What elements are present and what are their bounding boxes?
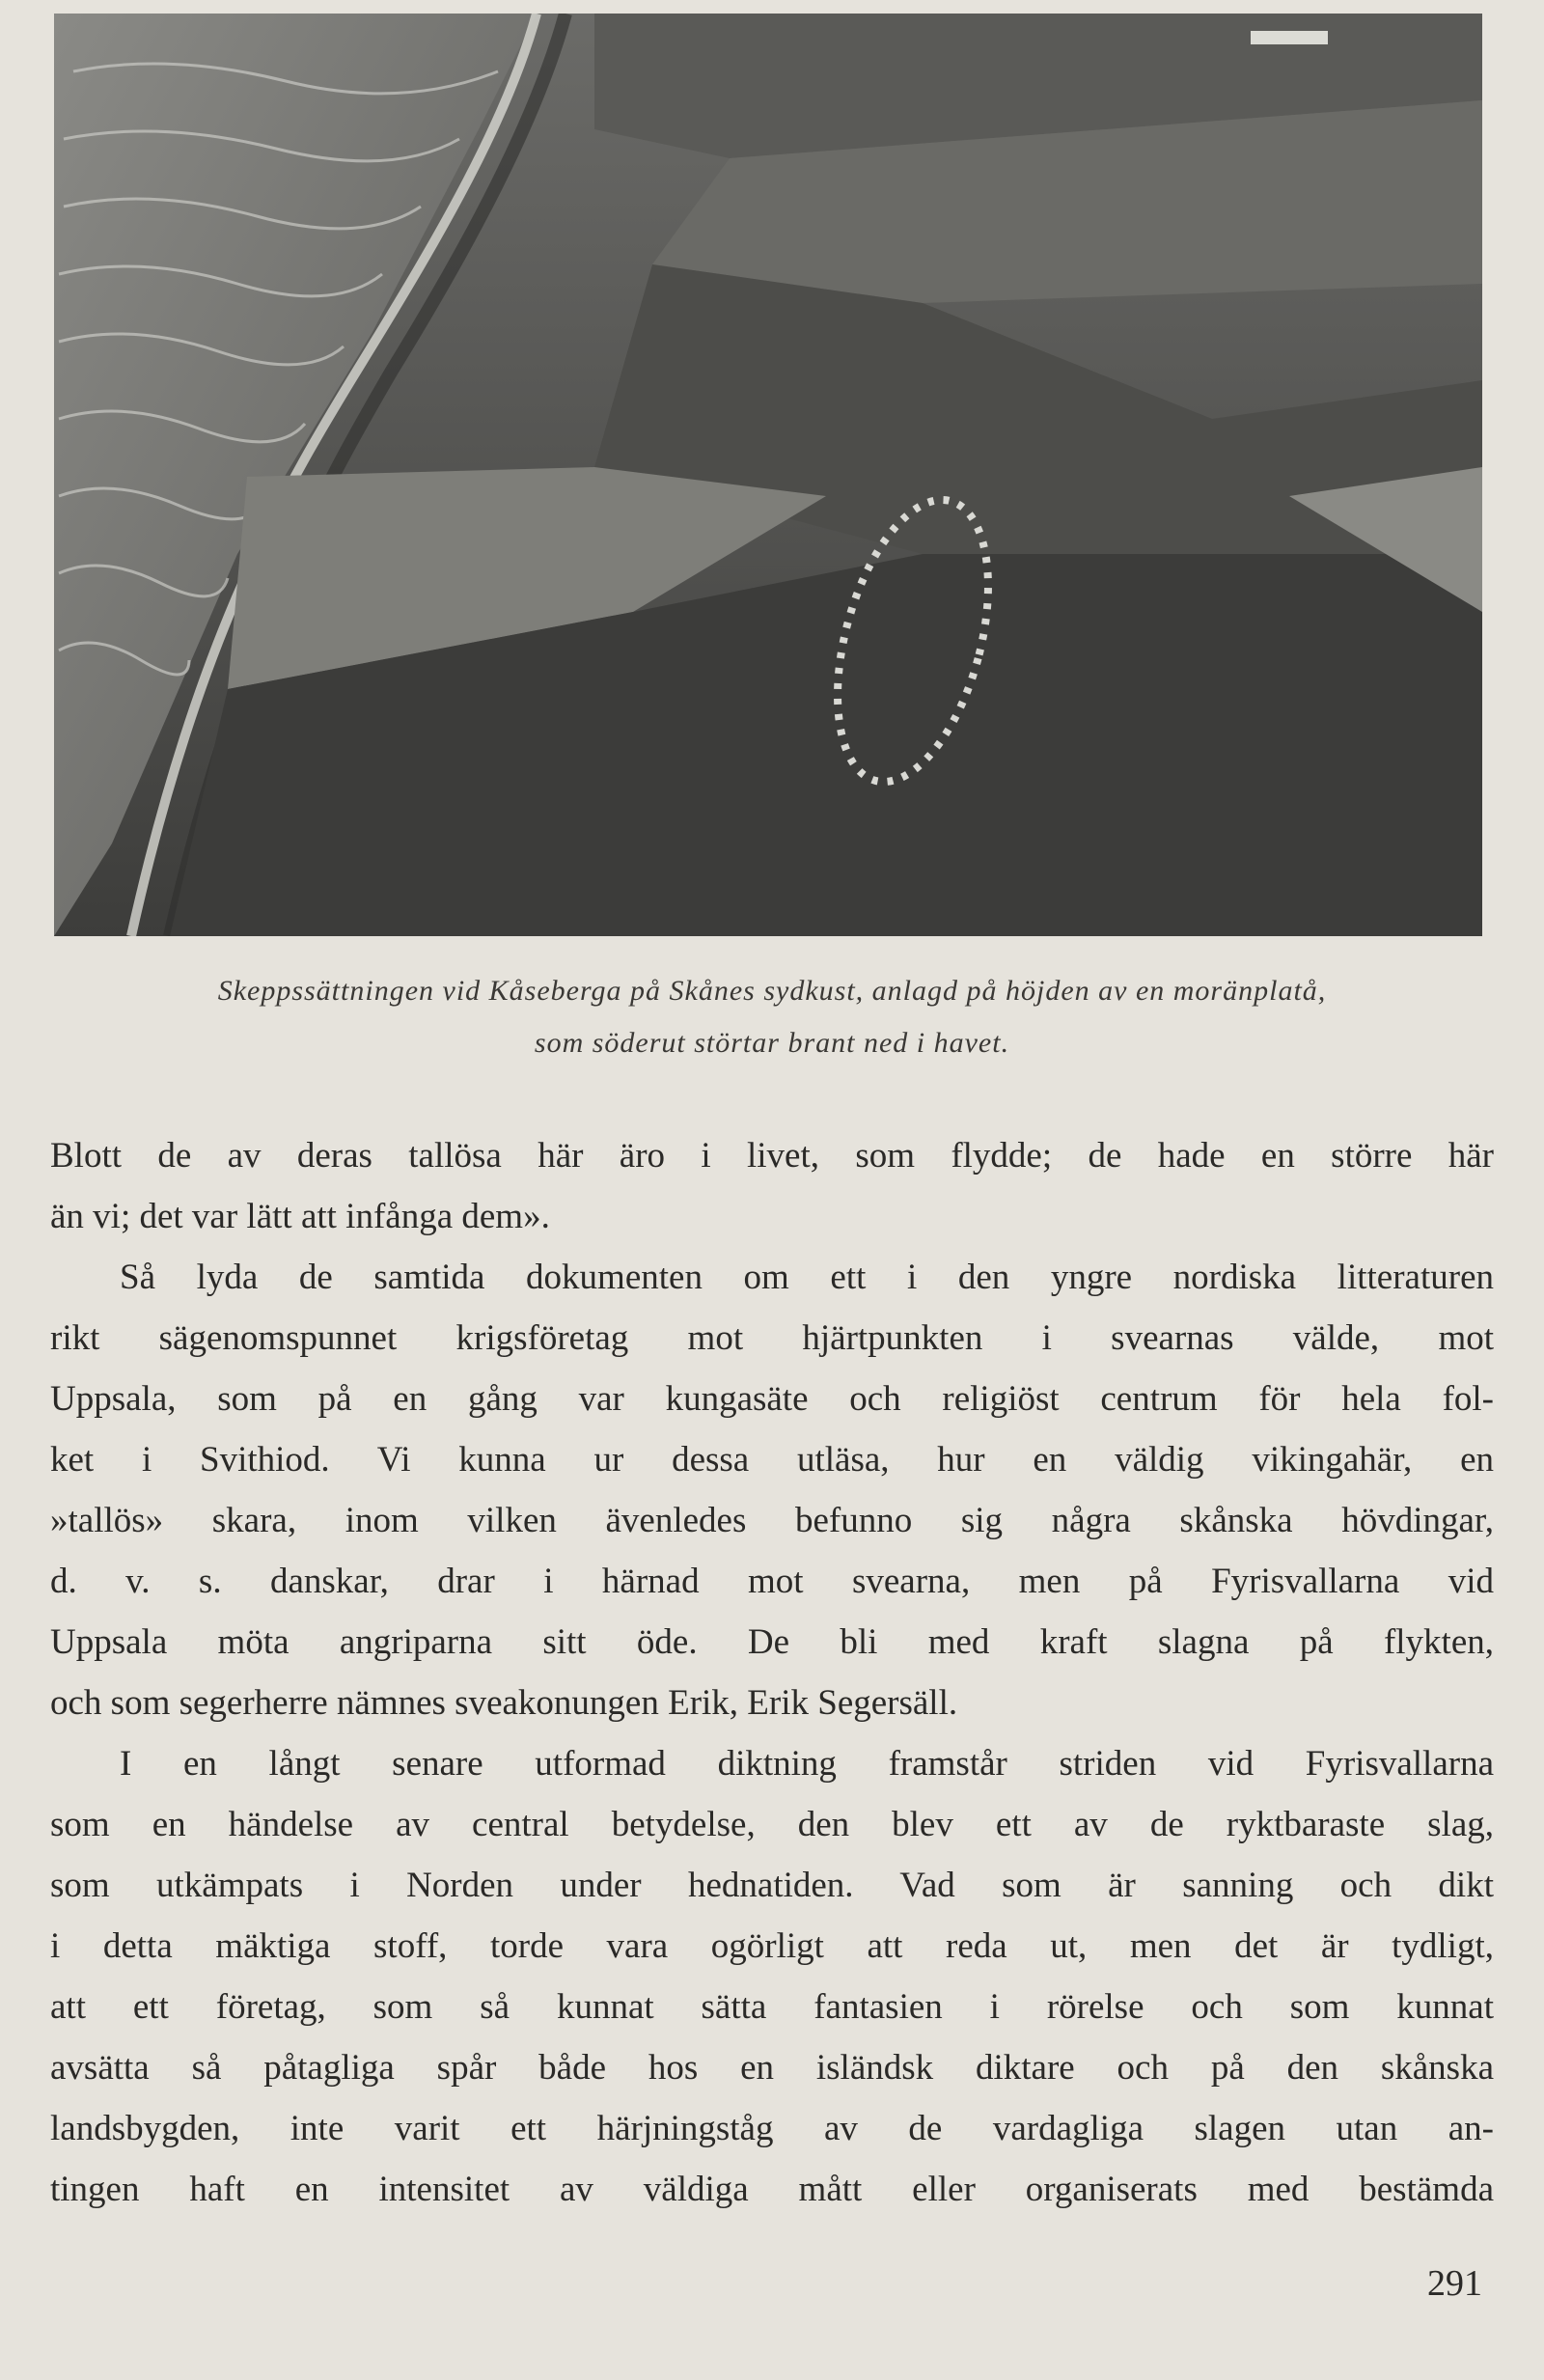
text-line: Uppsala, som på en gång var kungasäte och religiöst centrum för hela fol- — [50, 1379, 1494, 1419]
body-text — [50, 1125, 1494, 2220]
text-line: »tallös» skara, inom vilken ävenledes befunno sig några skånska hövdingar, — [50, 1501, 1494, 1540]
text-line: i detta mäktiga stoff, torde vara ogörligt att reda ut, men det är tydligt, — [50, 1926, 1494, 1966]
text-line: Så lyda de samtida dokumenten om ett i den yngre nordiska litteraturen — [120, 1258, 1494, 1297]
text-line: tingen haft en intensitet av väldiga mått eller organiserats med bestämda — [50, 2170, 1494, 2209]
caption-line: som söderut störtar brant ned i havet. — [534, 1027, 1010, 1059]
text-line: som utkämpats i Norden under hednatiden. Vad som är sanning och dikt — [50, 1866, 1494, 1905]
paragraph — [50, 1247, 1494, 1733]
text-line: än vi; det var lätt att infånga dem». — [50, 1197, 550, 1236]
paragraph — [50, 1733, 1494, 2220]
text-line: som en händelse av central betydelse, den blev ett av de ryktbaraste slag, — [50, 1805, 1494, 1844]
text-line: rikt sägenomspunnet krigsföretag mot hjärtpunkten i svearnas välde, mot — [50, 1318, 1494, 1358]
text-line: d. v. s. danskar, drar i härnad mot svearna, men på Fyrisvallarna vid — [50, 1562, 1494, 1601]
caption-line: Skeppssättningen vid Kåseberga på Skånes sydkust, anlagd på höjden av en moränplatå, — [217, 975, 1327, 1007]
text-line: ket i Svithiod. Vi kunna ur dessa utläsa, hur en väldig vikingahär, en — [50, 1440, 1494, 1480]
text-line: I en långt senare utformad diktning framstår striden vid Fyrisvallarna — [120, 1744, 1494, 1784]
text-line: landsbygden, inte varit ett härjningståg av de vardagliga slagen utan an- — [50, 2109, 1494, 2148]
aerial-photo — [54, 14, 1482, 936]
page-number: 291 — [1427, 2263, 1482, 2304]
aerial-photo-illustration — [54, 14, 1482, 936]
text-line: avsätta så påtagliga spår både hos en isländsk diktare och på den skånska — [50, 2048, 1494, 2088]
text-line: och som segerherre nämnes sveakonungen Erik, Erik Segersäll. — [50, 1683, 958, 1723]
text-line: att ett företag, som så kunnat sätta fantasien i rörelse och som kunnat — [50, 1987, 1494, 2027]
photo-caption — [48, 965, 1496, 1069]
paragraph — [50, 1125, 1494, 1247]
text-line: Uppsala möta angriparna sitt öde. De bli med kraft slagna på flykten, — [50, 1622, 1494, 1662]
text-line: Blott de av deras tallösa här äro i livet, som flydde; de hade en större här — [50, 1136, 1494, 1176]
